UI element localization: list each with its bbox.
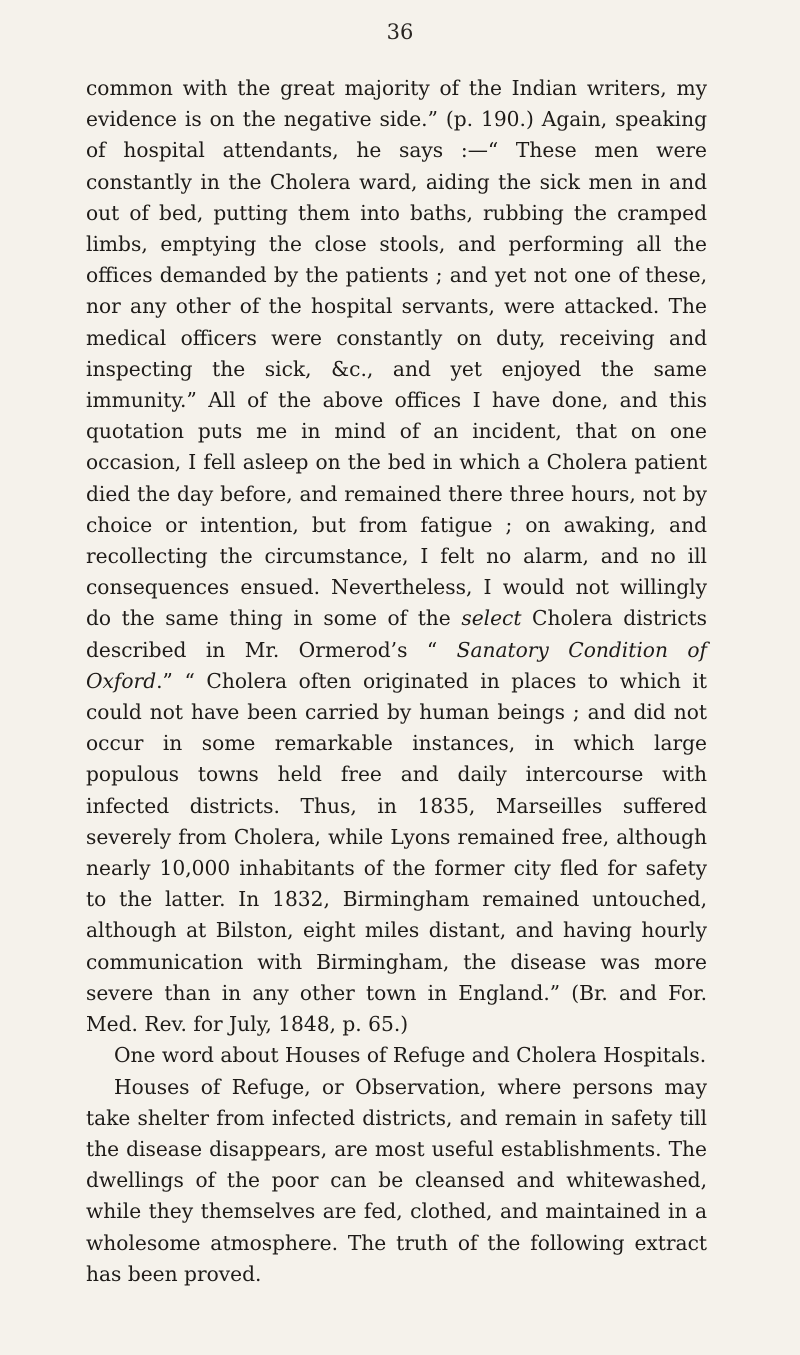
page-number: 36 [386,20,414,44]
paragraph-1-text-a: common with the great majority of the Indian writers, my evidence is on the negative side.” (p. 190.) Again, speaking of hospital attendants, he says :—“ These men were constantly in the Cholera ward, aiding the sick men in and out of bed, putting them into baths, rubbing the cramped limbs, emptying the close stools, and performing all the offices demanded by the patients ; and yet not one of these, nor any other of the hospital servants, were attacked. The medical officers were constantly on duty, receiving and inspecting the sick, &c., and yet enjoyed the same immunity.” All of the above offices I have done, and this quotation puts me in mind of an incident, that on one occasion, I fell asleep on the bed in which a Cholera patient died the day before, and remained there three hours, not by choice or intention, but from fatigue ; on awaking, and recollecting the circumstance, I felt no alarm, and no ill consequences ensued. Nevertheless, I would not willingly do the same thing in some of the [86,76,707,631]
emphasis-select: select [461,606,522,631]
paragraph-2: One word about Houses of Refuge and Cholera Hospitals. [114,1043,707,1068]
body-text [86,73,707,1290]
paragraph-1-text-b: Cholera districts described in Mr. Ormerod’s “ [86,606,708,662]
paragraph-1-text-c: .” “ Cholera often originated in places to which it could not have been carried by human beings ; and did not occur in some remarkable instances, in which large populous towns held free and daily intercourse with infected districts. Thus, in 1835, Marseilles suffered severely from Cholera, while Lyons remained free, although nearly 10,000 inhabitants of the former city fled for safety to the latter. In 1832, Birmingham remained untouched, although at Bilston, eight miles distant, and having hourly communication with Birmingham, the disease was more severe than in any other town in England.” (Br. and For. Med. Rev. for July, 1848, p. 65.) [86,668,707,1037]
cited-title: Sanatory Condition of Oxford [86,637,707,693]
paragraph-1 [86,73,707,1040]
paragraph-3: Houses of Refuge, or Observation, where persons may take shelter from infected districts, and remain in safety till the disease disappears, are most useful establishments. The dwellings of the poor can be cleansed and whitewashed, while they themselves are fed, clothed, and maintained in a wholesome atmosphere. The truth of the following extract has been proved. [86,1074,707,1286]
